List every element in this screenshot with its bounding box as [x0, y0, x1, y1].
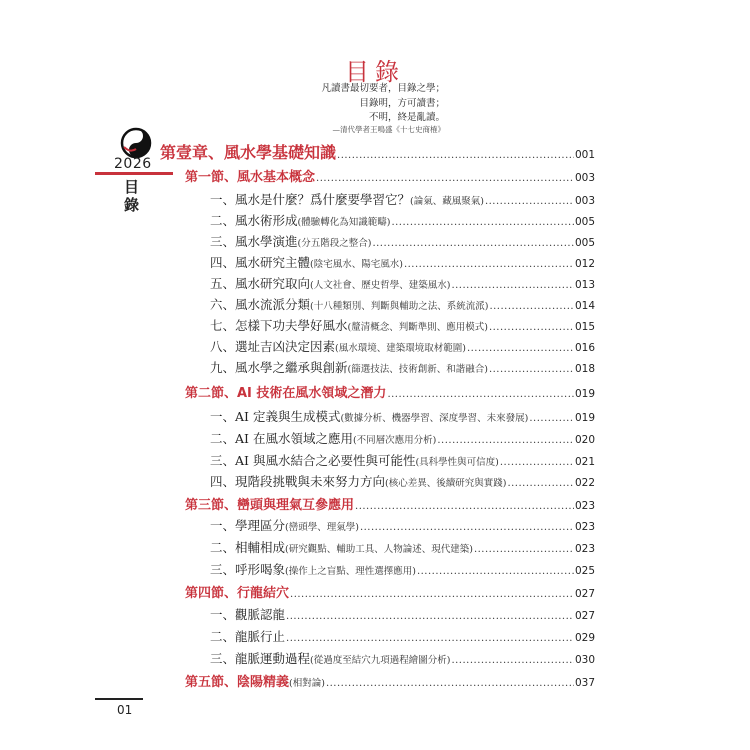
toc-item[interactable]: 三、龍脈運動過程 (從過度至結穴九項過程繪圖分析) ..... 030	[160, 649, 595, 667]
toc-section[interactable]: 第三節、巒頭與理氣互參應用 ..... 023	[160, 494, 595, 513]
toc-item[interactable]: 四、風水研究主體 (陰宅風水、陽宅風水) ..... 012	[160, 253, 595, 271]
toc-item[interactable]: 二、AI 在風水領域之應用 (不同層次應用分析) ..... 020	[160, 429, 595, 447]
footer-rule	[95, 698, 143, 700]
toc-item[interactable]: 三、呼形喝象 (操作上之盲點、理性選擇應用) ..... 025	[160, 560, 595, 578]
toc-item[interactable]: 二、相輔相成 (研究觀點、輔助工具、人物論述、現代建築) ..... 023	[160, 538, 595, 556]
toc-item[interactable]: 一、觀脈認龍 ..... 027	[160, 605, 595, 623]
toc-item[interactable]: 一、風水是什麼？爲什麼要學習它？ (論氣、藏風聚氣) ..... 003	[160, 190, 595, 208]
toc-section[interactable]: 第一節、風水基本概念 ..... 003	[160, 166, 595, 185]
epigraph-line: 目錄明，方可讀書；	[359, 97, 445, 109]
page-title: 目錄	[345, 58, 405, 86]
toc-item[interactable]: 八、選址吉凶決定因素 (風水環境、建築環境取材範圍) ..... 016	[160, 337, 595, 355]
toc-item[interactable]: 六、風水流派分類 (十八種類別、判斷與輔助之法、系統流派) ..... 014	[160, 295, 595, 313]
toc-item[interactable]: 一、學理區分 (巒頭學、理氣學) ..... 023	[160, 516, 595, 534]
toc-item[interactable]: 七、怎樣下功夫學好風水 (釐清概念、判斷準則、應用模式) ..... 015	[160, 316, 595, 334]
side-section-label: 目錄	[124, 178, 140, 214]
epigraph-line: 凡讀書最切要者，目錄之學；	[321, 83, 445, 94]
toc-chapter[interactable]: 第壹章、風水學基礎知識 ..... 001	[160, 140, 595, 163]
epigraph	[321, 82, 445, 126]
toc-item[interactable]: 四、現階段挑戰與未來努力方向 (核心差異、後續研究與實踐) ..... 022	[160, 472, 595, 490]
toc-item[interactable]: 一、AI 定義與生成模式 (數據分析、機器學習、深度學習、未來發展) ..... 019	[160, 407, 595, 425]
toc-item[interactable]: 五、風水研究取向 (人文社會、歷史哲學、建築風水) ..... 013	[160, 274, 595, 292]
year-label: 2026	[114, 156, 152, 172]
page-number: 01	[117, 703, 133, 717]
toc-item[interactable]: 三、風水學演進 (分五階段之整合) ..... 005	[160, 232, 595, 250]
toc-section[interactable]: 第四節、行龍結穴 ..... 027	[160, 582, 595, 601]
yin-yang-logo-icon	[120, 127, 152, 159]
toc-item[interactable]: 九、風水學之繼承與創新 (篩選技法、技術創新、和諧融合) ..... 018	[160, 358, 595, 376]
toc-item[interactable]: 二、龍脈行止 ..... 029	[160, 627, 595, 645]
toc-section[interactable]: 第二節、AI 技術在風水領域之潛力 ..... 019	[160, 382, 595, 401]
toc-item[interactable]: 二、風水術形成 (體驗轉化為知識範疇) ..... 005	[160, 211, 595, 229]
epigraph-line: 不明，終是亂讀。	[368, 112, 445, 123]
epigraph-source: —清代學者王鳴盛《十七史商榷》	[332, 125, 445, 134]
toc-section[interactable]: 第五節、陰陽精義 (相對論) ..... 037	[160, 671, 595, 690]
toc-item[interactable]: 三、AI 與風水結合之必要性與可能性 (具科學性與可信度) ..... 021	[160, 451, 595, 469]
